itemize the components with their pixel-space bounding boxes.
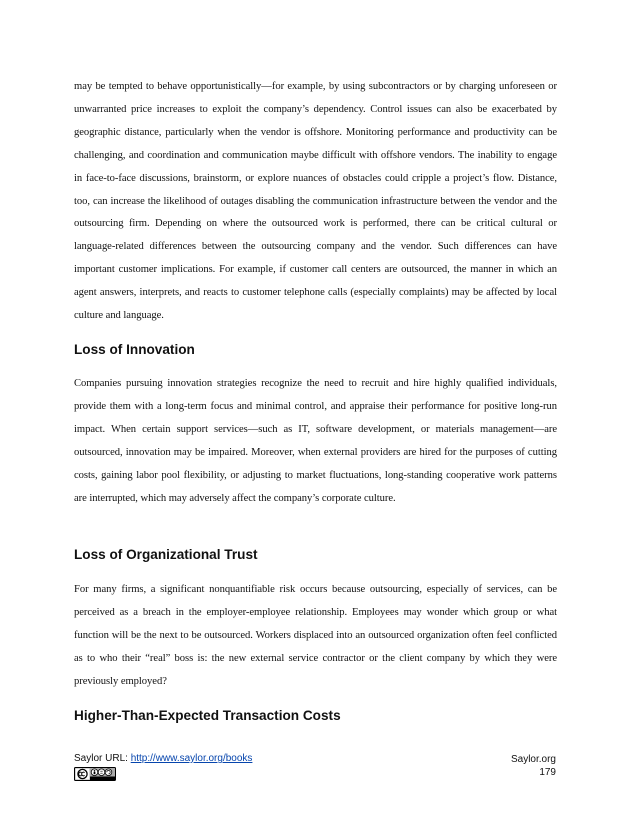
footer-site-info <box>511 753 556 779</box>
trust-paragraph: For many firms, a significant nonquantifiable risk occurs because outsourcing, especially of services, can be perceived as a breach in the employer-employee relationship. Employees may wonder which group or what function will be the next to be outsourced. Workers displaced into an outsourced organization often feel conflicted as to who their “real” boss is: the new external service contractor or the client company by which they were previously employed? <box>74 584 557 687</box>
heading-transaction-costs: Higher-Than-Expected Transaction Costs <box>74 708 341 723</box>
heading-loss-of-organizational-trust: Loss of Organizational Trust <box>74 547 258 562</box>
page-number: 179 <box>539 767 556 778</box>
page-content <box>74 76 557 723</box>
footer-site-name: Saylor.org <box>510 754 556 765</box>
intro-paragraph: may be tempted to behave opportunistically—for example, by using subcontractors or by charging unforeseen or unwarranted price increases to exploit the company’s dependency. Control issues can also be exacerbated by geographic distance, particularly when the vendor is offshore. Monitoring performance and productivity can be challenging, and coordination and communication maybe difficult with offshore vendors. The inability to engage in face-to-face discussions, brainstorm, or explore nuances of obstacles could cripple a project’s flow. Distance, too, can increase the likelihood of outages disabling the communication infrastructure between the vendor and the outsourcing firm. Depending on where the outsourced work is performed, there can be critical cultural or language-related differences between the outsourcing company and the vendor. Such differences can have important customer implications. For example, if customer call centers are outsourced, the manner in which an agent answers, interprets, and reacts to customer telephone calls (especially complaints) may be affected by local culture and language. <box>74 81 557 322</box>
saylor-books-link[interactable]: http://www.saylor.org/books <box>130 753 253 764</box>
creative-commons-by-nc-sa-icon[interactable] <box>74 767 116 781</box>
footer-source <box>74 753 252 764</box>
innovation-paragraph: Companies pursuing innovation strategies recognize the need to recruit and hire highly qualified individuals, provide them with a long-term focus and minimal control, and appraise their performance for positive long-run impact. When certain support services—such as IT, software development, or materials management—are outsourced, innovation may be impaired. Moreover, when external providers are hired for the purposes of cutting costs, gaining labor pool flexibility, or adjusting to market fluctuations, long-standing cooperative work patterns are interrupted, which may adversely affect the company’s corporate culture. <box>74 378 557 504</box>
footer-url-label: Saylor URL: <box>74 753 131 764</box>
heading-loss-of-innovation: Loss of Innovation <box>74 342 195 357</box>
